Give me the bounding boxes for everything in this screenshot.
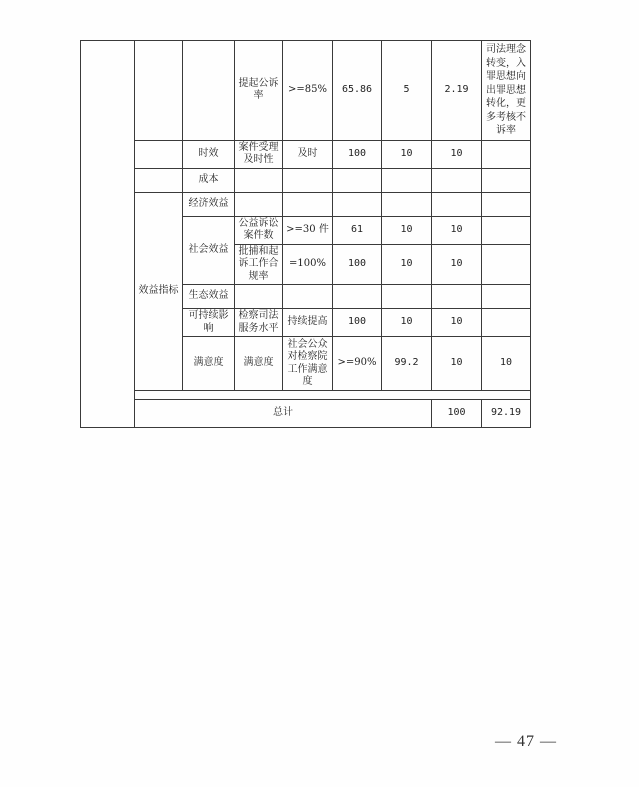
secondary-indicator-cell: 时效 <box>183 140 235 168</box>
target-cell <box>283 168 333 192</box>
secondary-indicator-cell: 社会效益 <box>183 216 235 285</box>
actual-value-cell <box>333 285 382 309</box>
actual-value-cell <box>333 192 382 216</box>
target-cell: >=85% <box>283 41 333 141</box>
indicator-cell: 批捕和起诉工作合规率 <box>235 244 283 285</box>
target-cell: =100% <box>283 244 333 285</box>
target-cell <box>283 285 333 309</box>
note-cell <box>482 168 531 192</box>
weight-cell <box>382 192 432 216</box>
note-cell <box>482 244 531 285</box>
weight-cell: 10 <box>382 140 432 168</box>
secondary-indicator-cell: 成本 <box>183 168 235 192</box>
score-cell: 10 <box>432 244 482 285</box>
table-cell-first-level-blank <box>81 41 135 428</box>
table-row-spacer <box>81 391 531 400</box>
secondary-indicator-cell: 满意度 <box>235 337 283 391</box>
weight-cell: 10 <box>382 244 432 285</box>
total-row <box>81 400 531 428</box>
target-cell <box>283 192 333 216</box>
total-weight-cell: 100 <box>432 400 482 428</box>
primary-indicator-cell: 效益指标 <box>135 192 183 391</box>
table-cell-secondary-blank <box>183 41 235 141</box>
note-cell <box>482 309 531 337</box>
score-cell <box>432 285 482 309</box>
table-cell-primary-blank <box>135 140 183 168</box>
actual-value-cell: 61 <box>333 216 382 244</box>
weight-cell <box>382 168 432 192</box>
score-cell: 10 <box>432 309 482 337</box>
deviation-note-cell: 司法理念转变，入罪思想向出罪思想转化，更多考核不诉率 <box>482 41 531 141</box>
weight-cell: 5 <box>382 41 432 141</box>
indicator-cell: 提起公诉率 <box>235 41 283 141</box>
weight-cell: 10 <box>432 337 482 391</box>
target-cell: 持续提高 <box>283 309 333 337</box>
score-cell: 2.19 <box>432 41 482 141</box>
indicator-cell: 案件受理及时性 <box>235 140 283 168</box>
indicator-cell: 社会公众对检察院工作满意度 <box>283 337 333 391</box>
total-score-cell: 92.19 <box>482 400 531 428</box>
note-cell <box>482 285 531 309</box>
indicator-cell: 公益诉讼案件数 <box>235 216 283 244</box>
table-row <box>81 192 531 216</box>
indicator-cell <box>235 168 283 192</box>
table-cell-primary-blank <box>135 41 183 141</box>
spacer-cell <box>135 391 531 400</box>
target-cell: >=90% <box>333 337 382 391</box>
score-cell: 10 <box>432 140 482 168</box>
secondary-indicator-cell: 经济效益 <box>183 192 235 216</box>
total-label-cell: 总计 <box>135 400 432 428</box>
target-cell: 及时 <box>283 140 333 168</box>
weight-cell: 10 <box>382 216 432 244</box>
primary-indicator-cell: 满意度 <box>183 337 235 391</box>
score-cell: 10 <box>482 337 531 391</box>
weight-cell: 10 <box>382 309 432 337</box>
note-cell <box>482 192 531 216</box>
target-cell: >=30 件 <box>283 216 333 244</box>
secondary-indicator-cell: 生态效益 <box>183 285 235 309</box>
indicator-cell <box>235 285 283 309</box>
actual-value-cell: 99.2 <box>382 337 432 391</box>
note-cell <box>482 216 531 244</box>
score-cell <box>432 192 482 216</box>
table-row <box>81 168 531 192</box>
indicator-cell: 检察司法服务水平 <box>235 309 283 337</box>
page-number: — 47 — <box>495 733 557 750</box>
table-row <box>81 41 531 141</box>
actual-value-cell: 100 <box>333 244 382 285</box>
actual-value-cell: 100 <box>333 309 382 337</box>
note-cell <box>482 140 531 168</box>
actual-value-cell <box>333 168 382 192</box>
score-cell: 10 <box>432 216 482 244</box>
secondary-indicator-cell: 可持续影响 <box>183 309 235 337</box>
performance-table-wrapper <box>80 40 530 428</box>
table-row <box>81 140 531 168</box>
actual-value-cell: 65.86 <box>333 41 382 141</box>
indicator-cell <box>235 192 283 216</box>
table-cell-primary-blank <box>135 168 183 192</box>
performance-evaluation-table <box>80 40 531 428</box>
actual-value-cell: 100 <box>333 140 382 168</box>
score-cell <box>432 168 482 192</box>
weight-cell <box>382 285 432 309</box>
